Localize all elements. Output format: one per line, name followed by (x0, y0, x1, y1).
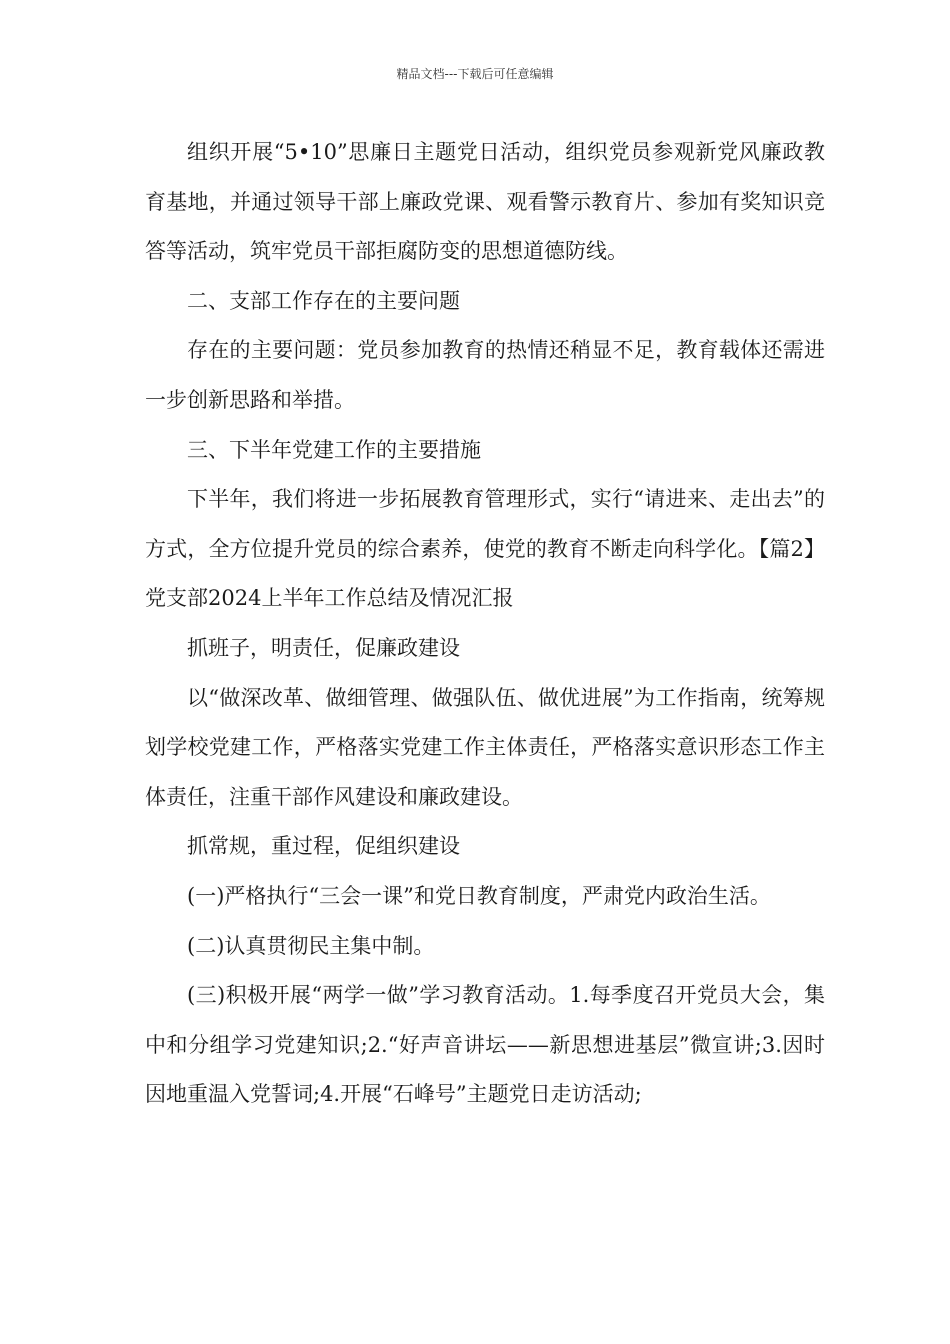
page-header: 精品文档---下载后可任意编辑 (396, 67, 554, 81)
section-heading: 三、下半年党建工作的主要措施 (187, 437, 481, 462)
list-item: (三)积极开展“两学一做”学习教育活动。1.每季度召开党员大会，集中和分组学习党建知识;2.“好声音讲坛——新思想进基层”微宣讲;3.因时因地重温入党誓词;4.开展“石峰号”主题党日走访活动; (145, 983, 825, 1107)
list-item: (二)认真贯彻民主集中制。 (187, 933, 435, 958)
section-heading: 二、支部工作存在的主要问题 (187, 288, 460, 313)
document-body (145, 128, 825, 1120)
paragraph: 以“做深改革、做细管理、做强队伍、做优进展”为工作指南，统筹规划学校党建工作，严格落实党建工作主体责任，严格落实意识形态工作主体责任，注重干部作风建设和廉政建设。 (145, 685, 825, 809)
paragraph: 存在的主要问题：党员参加教育的热情还稍显不足，教育载体还需进一步创新思路和举措。 (145, 338, 825, 412)
paragraph: 下半年，我们将进一步拓展教育管理形式，实行“请进来、走出去”的方式，全方位提升党员的综合素养，使党的教育不断走向科学化。【篇2】党支部2024上半年工作总结及情况汇报 (145, 487, 825, 611)
list-item: (一)严格执行“三会一课”和党日教育制度，严肃党内政治生活。 (187, 883, 771, 908)
subheading: 抓常规，重过程，促组织建设 (187, 834, 460, 859)
subheading: 抓班子，明责任，促廉政建设 (187, 635, 460, 660)
paragraph: 组织开展“5•10”思廉日主题党日活动，组织党员参观新党风廉政教育基地，并通过领导干部上廉政党课、观看警示教育片、参加有奖知识竞答等活动，筑牢党员干部拒腐防变的思想道德防线。 (145, 140, 825, 264)
